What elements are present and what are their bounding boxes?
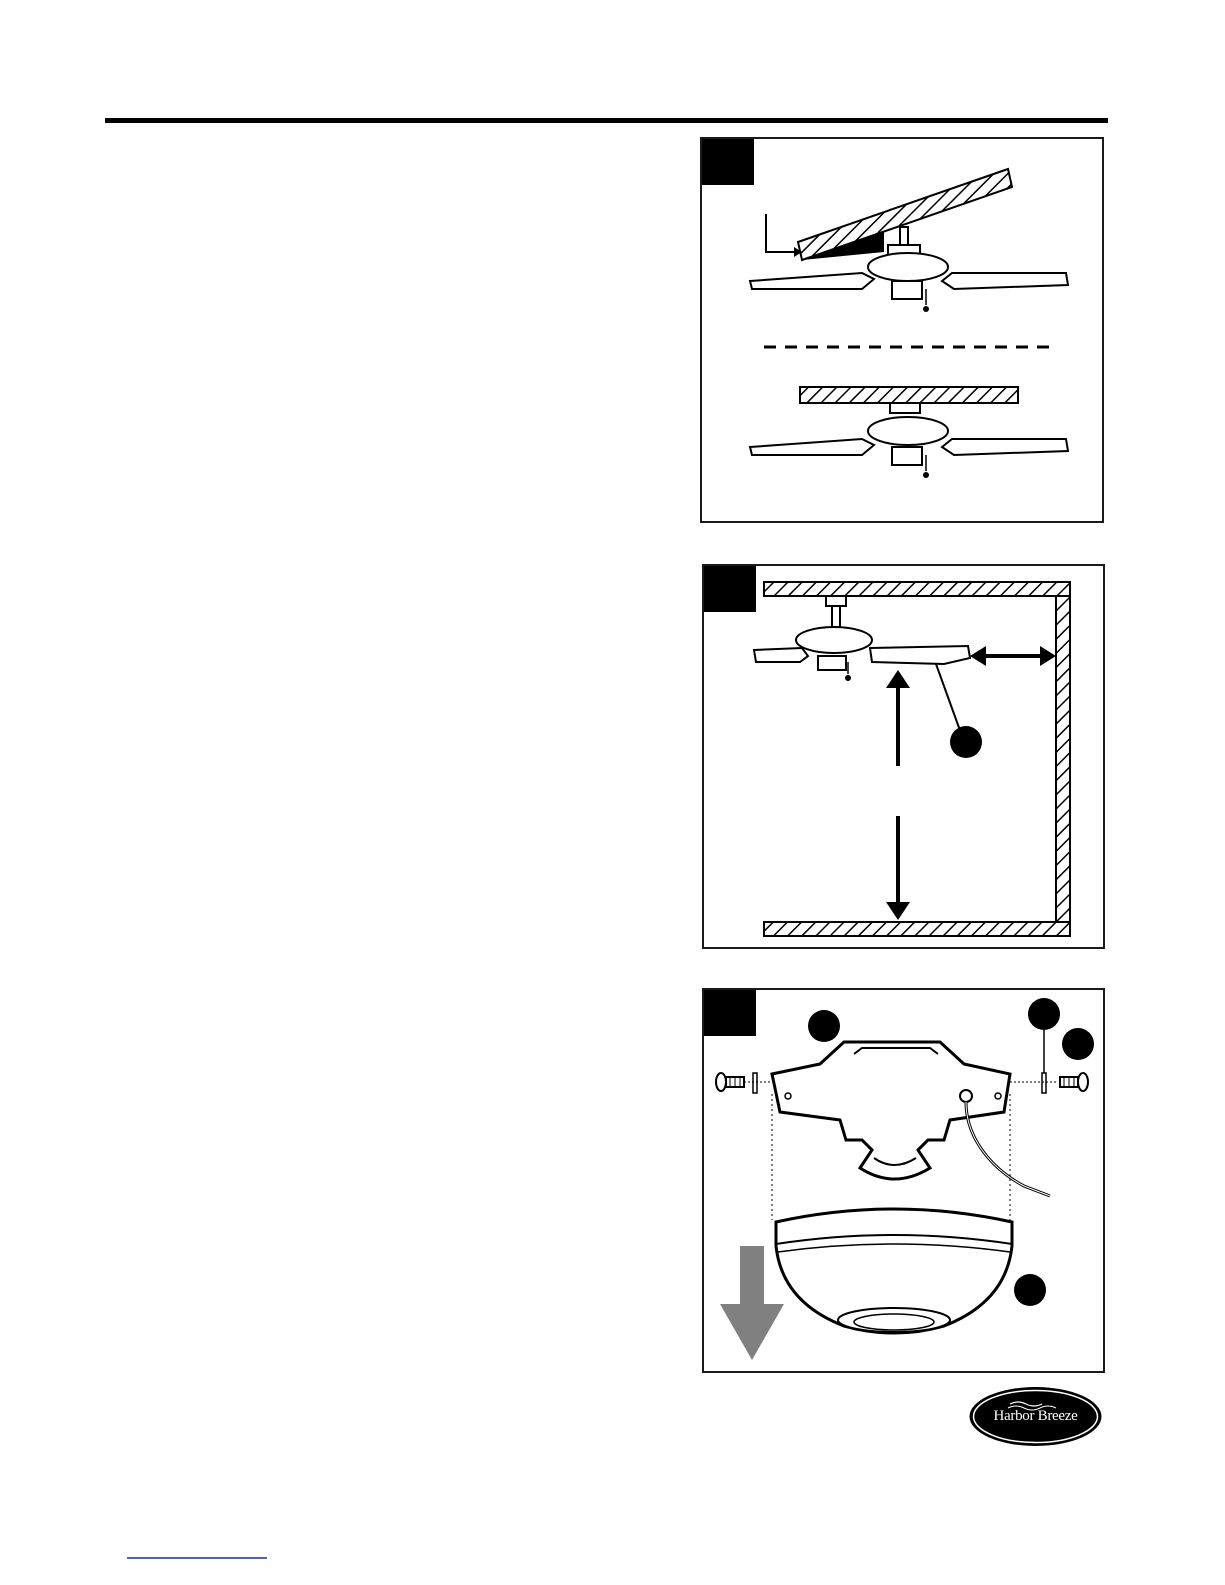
wall <box>1056 596 1070 922</box>
washer-left <box>753 1073 757 1093</box>
figure-sloped-ceiling <box>700 137 1104 523</box>
step-tab-2 <box>704 566 756 612</box>
fan-blade-right <box>870 646 970 664</box>
step-tab-1 <box>702 139 754 185</box>
blade-clearance-illustration <box>704 566 1107 951</box>
ceiling <box>764 582 1070 596</box>
fan-blade-left-2 <box>750 439 874 455</box>
sloped-ceiling-illustration <box>702 139 1106 525</box>
footer-link-underline <box>127 1557 267 1559</box>
callout-canopy <box>1014 1274 1046 1306</box>
header-rule <box>105 118 1108 123</box>
mounting-bracket <box>772 1042 1010 1179</box>
fan-blade-right-2 <box>942 439 1068 455</box>
callout-washer <box>1028 998 1060 1030</box>
callout-bracket <box>808 1010 840 1042</box>
fan-motor <box>796 627 872 653</box>
fan-blade-right-1 <box>942 273 1068 289</box>
down-arrow-shaft <box>740 1246 764 1308</box>
harbor-breeze-logo <box>968 1386 1103 1447</box>
figure-canopy-assembly <box>702 988 1105 1373</box>
fan-blade-left-1 <box>750 273 874 289</box>
fan-motor-2 <box>868 417 948 445</box>
floor <box>764 922 1070 936</box>
screw-left-head <box>716 1073 726 1091</box>
flat-ceiling <box>800 387 1018 403</box>
fan-blade-left <box>754 648 808 662</box>
fan-motor-1 <box>868 253 948 281</box>
callout-screw <box>1062 1028 1094 1060</box>
callout-dot <box>950 726 982 758</box>
canopy-assembly-illustration <box>704 990 1107 1375</box>
angle-pointer-line <box>766 214 794 252</box>
washer-right <box>1042 1073 1046 1093</box>
step-tab-3 <box>704 990 756 1036</box>
logo-text: Harbor Breeze <box>993 1408 1078 1424</box>
down-arrow-head <box>720 1304 784 1360</box>
figure-blade-clearance <box>702 564 1105 949</box>
screw-right-head <box>1078 1073 1088 1091</box>
